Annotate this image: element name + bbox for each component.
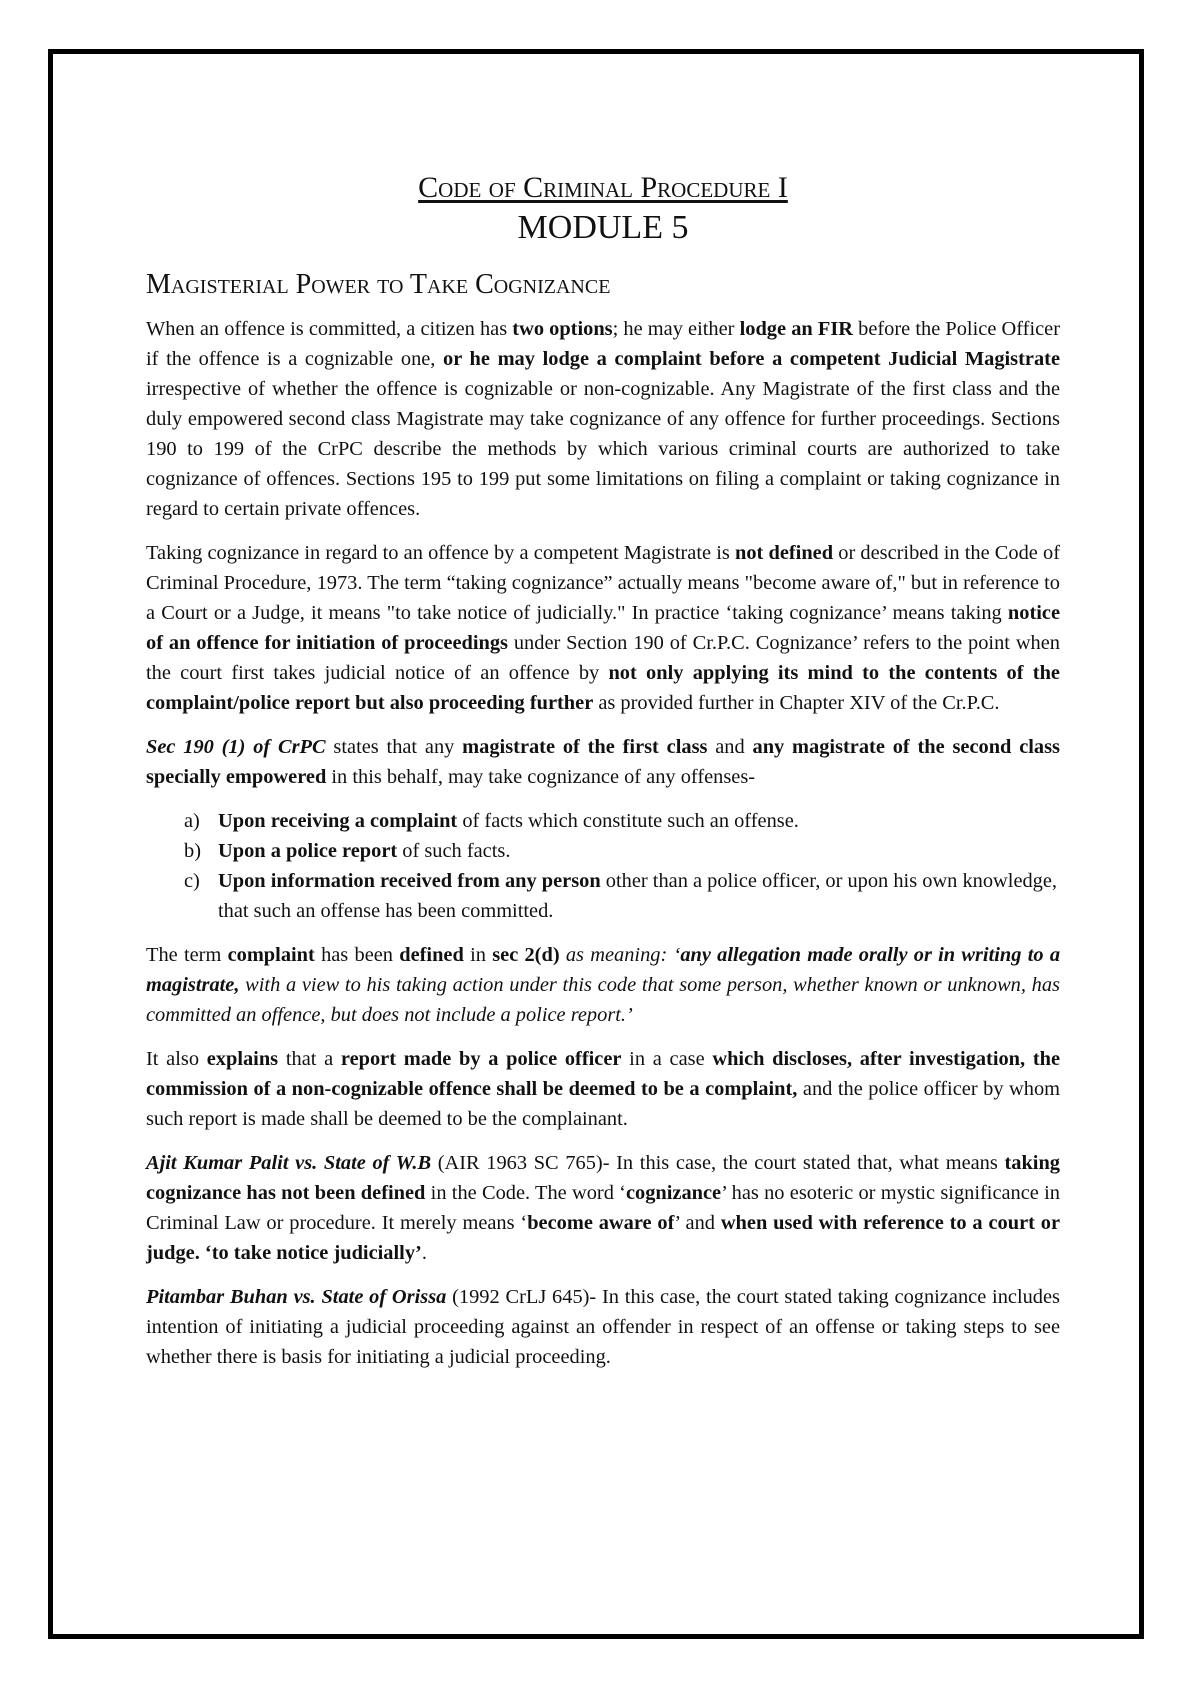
paragraph-cognizance-definition: Taking cognizance in regard to an offence by a competent Magistrate is not defined or described in the Code of Criminal Procedure, 1973. The term “taking cognizance” actually means "become aware of," but in reference to a Court or a Judge, it means "to take notice of judicially." In practice ‘taking cognizance’ means taking notice of an offence for initiation of proceedings under Section 190 of Cr.P.C. Cognizance’ refers to the point when the court first takes judicial notice of an offence by not only applying its mind to the contents of the complaint/police report but also proceeding further as provided further in Chapter XIV of the Cr.P.C. xyxy=(146,542,1060,714)
paragraph-complaint-definition: The term complaint has been defined in sec 2(d) as meaning: ‘any allegation made orally or in writing to a magistrate, with a view to his taking action under this code that some person, whether known or unknown, has committed an offence, but does not include a police report.’ xyxy=(146,944,1061,1026)
section-heading: Magisterial Power to Take Cognizance xyxy=(146,269,611,300)
paragraph-police-report: It also explains that a report made by a police officer in a case which discloses, after investigation, the commission of a non-cognizable offence shall be deemed to be a complaint, and the police officer by whom such report is made shall be deemed to be the complainant. xyxy=(146,1048,1061,1130)
document-body xyxy=(146,170,1060,1386)
sec-190-list xyxy=(146,806,1060,926)
module-title: MODULE 5 xyxy=(517,209,689,246)
paragraph-sec-190: Sec 190 (1) of CrPC states that any magistrate of the first class and any magistrate of the second class specially empowered in this behalf, may take cognizance of any offenses- xyxy=(146,736,1060,788)
paragraph-case-ajit-kumar-palit: Ajit Kumar Palit vs. State of W.B (AIR 1963 SC 765)- In this case, the court stated that, what means taking cognizance has not been defined in the Code. The word ‘cognizance’ has no esoteric or mystic significance in Criminal Law or procedure. It merely means ‘become aware of’ and when used with reference to a court or judge. ‘to take notice judicially’. xyxy=(146,1152,1060,1264)
list-item: c) Upon information received from any person other than a police officer, or upon his own knowledge, that such an offense has been committed. xyxy=(184,870,1058,922)
list-item: b) Upon a police report of such facts. xyxy=(184,840,511,862)
paragraph-intro: When an offence is committed, a citizen has two options; he may either lodge an FIR before the Police Officer if the offence is a cognizable one, or he may lodge a complaint before a competent Judicial Magistrate irrespective of whether the offence is cognizable or non-cognizable. Any Magistrate of the first class and the duly empowered second class Magistrate may take cognizance of any offence for further proceedings. Sections 190 to 199 of the CrPC describe the methods by which various criminal courts are authorized to take cognizance of offences. Sections 195 to 199 put some limitations on filing a complaint or taking cognizance in regard to certain private offences. xyxy=(146,318,1061,520)
paragraph-case-pitambar-buhan: Pitambar Buhan vs. State of Orissa (1992 CrLJ 645)- In this case, the court stated taking cognizance includes intention of initiating a judicial proceeding against an offender in respect of an offense or taking steps to see whether there is basis for initiating a judicial proceeding. xyxy=(146,1286,1060,1368)
document-title: Code of Criminal Procedure I xyxy=(418,171,788,204)
list-item: a) Upon receiving a complaint of facts which constitute such an offense. xyxy=(184,810,799,832)
